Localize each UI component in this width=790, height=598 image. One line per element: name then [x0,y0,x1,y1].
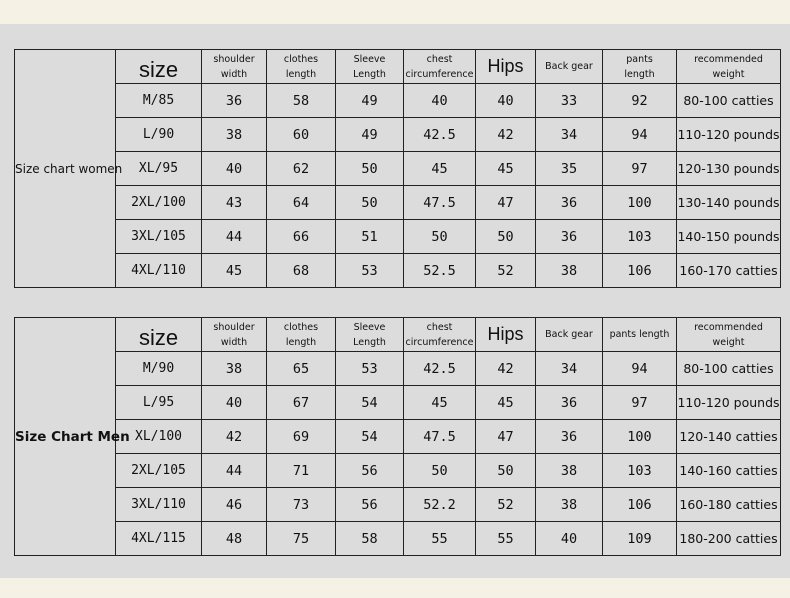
pants-cell: 97 [603,386,677,420]
sleeve-cell: 56 [336,488,404,522]
clothes-cell: 58 [267,84,336,118]
chest-header: chest circumference [404,50,476,84]
shoulder-cell: 40 [202,152,267,186]
shoulder-cell: 40 [202,386,267,420]
weight-header: recommended weight [677,318,781,352]
chest-cell: 40 [404,84,476,118]
table-row [15,118,781,152]
weight-cell: 110-120 pounds [677,386,781,420]
back-gear-header: Back gear [536,318,603,352]
header-row [15,50,781,84]
chest-cell: 47.5 [404,186,476,220]
size-cell: L/90 [116,118,202,152]
weight-header: recommended weight [677,50,781,84]
sleeve-cell: 56 [336,454,404,488]
size-cell: 2XL/100 [116,186,202,220]
chest-cell: 42.5 [404,118,476,152]
weight-cell: 80-100 catties [677,84,781,118]
sleeve-cell: 50 [336,186,404,220]
back-cell: 38 [536,488,603,522]
clothes-cell: 65 [267,352,336,386]
sleeve-cell: 58 [336,522,404,556]
weight-cell: 140-160 catties [677,454,781,488]
back-cell: 38 [536,454,603,488]
back-gear-header: Back gear [536,50,603,84]
table-row [15,220,781,254]
back-cell: 36 [536,220,603,254]
sleeve-cell: 51 [336,220,404,254]
back-cell: 36 [536,386,603,420]
chest-cell: 42.5 [404,352,476,386]
clothes-length-header: clothes length [267,50,336,84]
hips-header: Hips [476,318,536,352]
back-cell: 34 [536,352,603,386]
hips-cell: 47 [476,186,536,220]
chest-cell: 50 [404,454,476,488]
weight-cell: 140-150 pounds [677,220,781,254]
clothes-cell: 69 [267,420,336,454]
weight-cell: 180-200 catties [677,522,781,556]
table-title: Size chart women [15,50,116,288]
clothes-cell: 68 [267,254,336,288]
shoulder-cell: 43 [202,186,267,220]
shoulder-cell: 36 [202,84,267,118]
pants-length-header: pants length [603,318,677,352]
clothes-cell: 75 [267,522,336,556]
shoulder-cell: 38 [202,118,267,152]
table-row [15,454,781,488]
table-row [15,186,781,220]
clothes-cell: 66 [267,220,336,254]
hips-cell: 52 [476,488,536,522]
table-row [15,352,781,386]
shoulder-cell: 46 [202,488,267,522]
weight-cell: 120-130 pounds [677,152,781,186]
back-cell: 38 [536,254,603,288]
sleeve-cell: 54 [336,386,404,420]
sleeve-length-header: Sleeve Length [336,318,404,352]
shoulder-width-header: shoulder width [202,50,267,84]
pants-cell: 92 [603,84,677,118]
sleeve-cell: 49 [336,84,404,118]
back-cell: 34 [536,118,603,152]
pants-cell: 103 [603,220,677,254]
shoulder-cell: 44 [202,454,267,488]
table-row [15,254,781,288]
table-title: Size Chart Men [15,318,116,556]
chest-header: chest circumference [404,318,476,352]
clothes-cell: 60 [267,118,336,152]
hips-cell: 42 [476,118,536,152]
back-cell: 35 [536,152,603,186]
pants-cell: 109 [603,522,677,556]
men-size-table [14,317,781,556]
back-cell: 40 [536,522,603,556]
weight-cell: 110-120 pounds [677,118,781,152]
size-cell: 3XL/110 [116,488,202,522]
hips-cell: 50 [476,454,536,488]
sleeve-cell: 53 [336,254,404,288]
hips-cell: 45 [476,386,536,420]
hips-header: Hips [476,50,536,84]
weight-cell: 120-140 catties [677,420,781,454]
size-cell: 2XL/105 [116,454,202,488]
clothes-cell: 73 [267,488,336,522]
hips-cell: 55 [476,522,536,556]
size-cell: M/90 [116,352,202,386]
back-cell: 33 [536,84,603,118]
table-row [15,522,781,556]
clothes-length-header: clothes length [267,318,336,352]
pants-cell: 106 [603,254,677,288]
pants-cell: 94 [603,118,677,152]
size-cell: L/95 [116,386,202,420]
shoulder-cell: 38 [202,352,267,386]
hips-cell: 47 [476,420,536,454]
size-cell: M/85 [116,84,202,118]
size-cell: XL/95 [116,152,202,186]
chest-cell: 52.5 [404,254,476,288]
size-cell: XL/100 [116,420,202,454]
back-cell: 36 [536,420,603,454]
chest-cell: 52.2 [404,488,476,522]
header-row [15,318,781,352]
hips-cell: 52 [476,254,536,288]
clothes-cell: 64 [267,186,336,220]
pants-length-header: pants length [603,50,677,84]
size-cell: 4XL/110 [116,254,202,288]
shoulder-cell: 45 [202,254,267,288]
size-cell: 3XL/105 [116,220,202,254]
sleeve-cell: 53 [336,352,404,386]
weight-cell: 160-180 catties [677,488,781,522]
hips-cell: 42 [476,352,536,386]
pants-cell: 103 [603,454,677,488]
weight-cell: 80-100 catties [677,352,781,386]
sleeve-cell: 50 [336,152,404,186]
size-header: size [116,50,202,84]
pants-cell: 100 [603,186,677,220]
chest-cell: 55 [404,522,476,556]
pants-cell: 106 [603,488,677,522]
women-size-table [14,49,781,288]
table-row [15,386,781,420]
chest-cell: 50 [404,220,476,254]
clothes-cell: 71 [267,454,336,488]
chest-cell: 45 [404,386,476,420]
pants-cell: 94 [603,352,677,386]
shoulder-cell: 44 [202,220,267,254]
table-row [15,488,781,522]
chest-cell: 45 [404,152,476,186]
hips-cell: 45 [476,152,536,186]
table-row [15,84,781,118]
clothes-cell: 62 [267,152,336,186]
size-cell: 4XL/115 [116,522,202,556]
hips-cell: 40 [476,84,536,118]
hips-cell: 50 [476,220,536,254]
sleeve-length-header: Sleeve Length [336,50,404,84]
sleeve-cell: 54 [336,420,404,454]
table-row [15,152,781,186]
shoulder-cell: 48 [202,522,267,556]
pants-cell: 97 [603,152,677,186]
shoulder-cell: 42 [202,420,267,454]
chest-cell: 47.5 [404,420,476,454]
back-cell: 36 [536,186,603,220]
pants-cell: 100 [603,420,677,454]
weight-cell: 130-140 pounds [677,186,781,220]
clothes-cell: 67 [267,386,336,420]
weight-cell: 160-170 catties [677,254,781,288]
size-header: size [116,318,202,352]
shoulder-width-header: shoulder width [202,318,267,352]
sleeve-cell: 49 [336,118,404,152]
